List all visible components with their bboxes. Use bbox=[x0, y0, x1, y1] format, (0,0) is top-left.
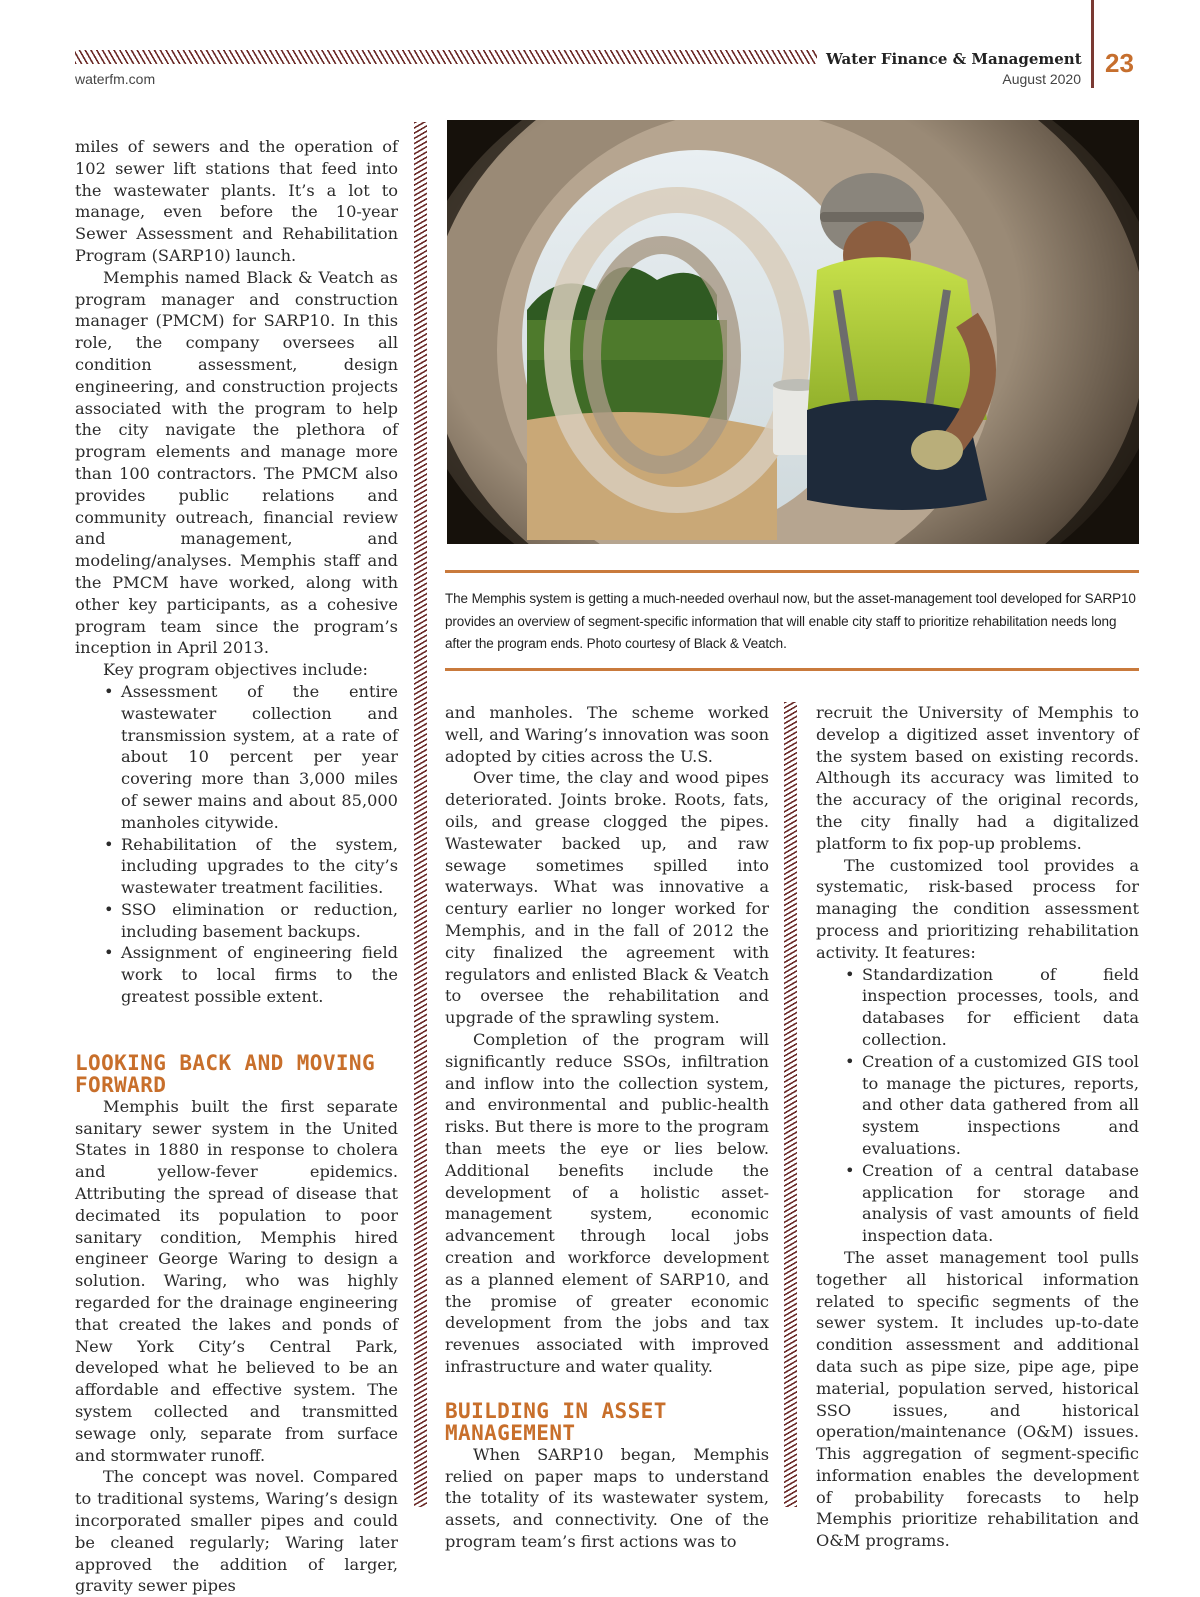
column-divider-2 bbox=[784, 702, 797, 1507]
paragraph: The asset management tool pulls together all historical information related to specific segments of the sewer system. It includes up-to-date condition assessment and additional data such as pipe size, pipe age, pipe material, population served, historical SSO issues, and historical operation/maintenance (O&M) issues. This aggregation of segment-specific information enables the development of probability forecasts to help Memphis prioritize rehabilitation and O&M programs. bbox=[816, 1247, 1139, 1551]
paragraph: Memphis named Black & Veatch as program manager and construction manager (PMCM) for SARP10. In this role, the company oversees all condition assessment, design engineering, and construction projects associated with the program to help the city navigate the plethora of program elements and manage more than 100 contractors. The PMCM also provides public relations and community outreach, financial review and management, and modeling/analyses. Memphis staff and the PMCM have worked, along with other key participants, as a cohesive program team since the program’s inception in April 2013. bbox=[75, 267, 398, 658]
objectives-list bbox=[75, 681, 398, 1008]
list-item: • SSO elimination or reduction, including basement backups. bbox=[121, 899, 398, 943]
article-photo bbox=[447, 120, 1139, 544]
paragraph: and manholes. The scheme worked well, and Waring’s innovation was soon adopted by cities across the U.S. bbox=[445, 703, 769, 766]
paragraph: The concept was novel. Compared to traditional systems, Waring’s design incorporated smaller pipes and could be cleaned regularly; Waring later approved the addition of larger, gravity sewer pipes bbox=[75, 1467, 398, 1596]
photo-caption: The Memphis system is getting a much-needed overhaul now, but the asset-management tool developed for SARP10 provides an overview of segment-specific information that will enable city staff to prioritize rehabilitation needs long after the program ends. Photo courtesy of Black & Veatch. bbox=[445, 591, 1136, 651]
caption-rule-bottom bbox=[445, 668, 1139, 671]
website-url[interactable]: waterfm.com bbox=[75, 71, 156, 87]
section-heading: LOOKING BACK AND MOVING FORWARD bbox=[75, 1050, 375, 1097]
list-item: • Assignment of engineering field work to local firms to the greatest possible extent. bbox=[121, 942, 398, 1007]
features-list bbox=[816, 964, 1139, 1247]
paragraph: recruit the University of Memphis to develop a digitized asset inventory of the system based on existing records. Although its accuracy was limited to the accuracy of the original records, the city finally had a digitalized platform to fix pop-up problems. bbox=[816, 703, 1139, 853]
paragraph: The customized tool provides a systematic, risk-based process for managing the condition assessment process and prioritizing rehabilitation activity. It features: bbox=[816, 855, 1139, 962]
article-column-3 bbox=[816, 702, 1139, 1552]
header-hatch-bar bbox=[75, 50, 817, 64]
list-item: • Creation of a central database application for storage and analysis of vast amounts of field inspection data. bbox=[862, 1160, 1139, 1247]
paragraph: Over time, the clay and wood pipes deteriorated. Joints broke. Roots, fats, oils, and grease clogged the pipes. Wastewater backed up, and raw sewage sometimes spilled into waterways. What was innovative a century earlier no longer worked for Memphis, and in the fall of 2012 the city finalized the agreement with regulators and enlisted Black & Veatch to oversee the rehabilitation and upgrade of the sprawling system. bbox=[445, 768, 769, 1028]
header-vertical-rule bbox=[1091, 0, 1094, 88]
paragraph: Completion of the program will significantly reduce SSOs, infiltration and inflow into the collection system, and environmental and public-health risks. But there is more to the program than meets the eye or lies below. Additional benefits include the development of a holistic asset-management system, economic advancement through local jobs creation and workforce development as a planned element of SARP10, and the promise of greater economic development from the jobs and tax revenues associated with improved infrastructure and water quality. bbox=[445, 1029, 769, 1376]
paragraph: When SARP10 began, Memphis relied on paper maps to understand the totality of its wastewater system, assets, and connectivity. One of the program team’s first actions was to bbox=[445, 1444, 769, 1551]
paragraph: Memphis built the first separate sanitary sewer system in the United States in 1880 in response to cholera and yellow-fever epidemics. Attributing the spread of disease that decimated its population to poor sanitary condition, Memphis hired engineer George Waring to design a solution. Waring, who was highly regarded for the drainage engineering that created the lakes and ponds of New York City’s Central Park, developed what he believed to be an affordable and effective system. The system collected and transmitted sewage only, separate from surface and stormwater runoff. bbox=[75, 1096, 398, 1465]
column-divider-1 bbox=[414, 122, 427, 1507]
magazine-title: Water Finance & Management bbox=[826, 50, 1082, 68]
list-item: • Rehabilitation of the system, including upgrades to the city’s wastewater treatment facilities. bbox=[121, 834, 398, 899]
paragraph: Key program objectives include: bbox=[103, 660, 368, 680]
list-item: • Creation of a customized GIS tool to manage the pictures, reports, and other data gathered from all system inspections and evaluations. bbox=[862, 1051, 1139, 1160]
article-column-1 bbox=[75, 136, 398, 1597]
page-number: 23 bbox=[1105, 48, 1134, 78]
list-item: • Standardization of field inspection processes, tools, and databases for efficient data collection. bbox=[862, 964, 1139, 1051]
article-column-2 bbox=[445, 702, 769, 1553]
list-item: • Assessment of the entire wastewater collection and transmission system, at a rate of about 10 percent per year covering more than 3,000 miles of sewer mains and about 85,000 manholes citywide. bbox=[121, 681, 398, 834]
caption-rule-top bbox=[445, 570, 1139, 573]
paragraph: miles of sewers and the operation of 102 sewer lift stations that feed into the wastewater plants. It’s a lot to manage, even before the 10-year Sewer Assessment and Rehabilitation Program (SARP10) launch. bbox=[75, 137, 398, 265]
section-heading: BUILDING IN ASSET MANAGEMENT bbox=[445, 1398, 667, 1445]
issue-date: August 2020 bbox=[1002, 71, 1081, 87]
